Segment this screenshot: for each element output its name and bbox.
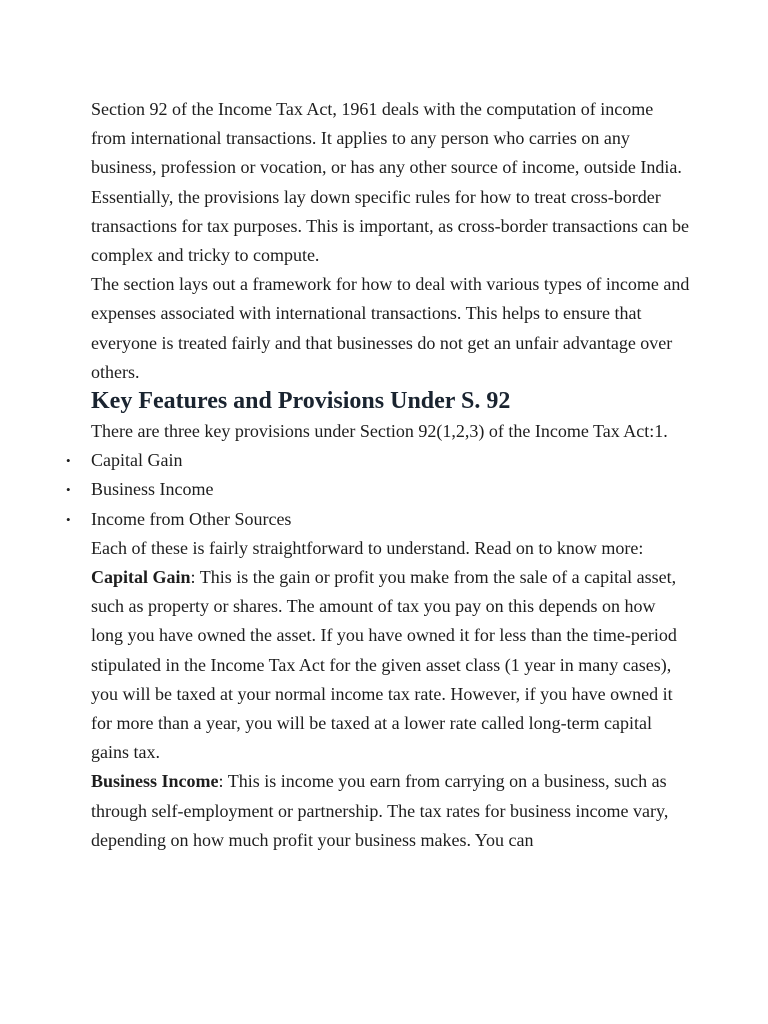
intro-paragraph-1: Section 92 of the Income Tax Act, 1961 deals with the computation of income from international transactions. It applies to any person who carries on any business, profession or vocation, or has any other source of income, outside India. Essentially, the provisions lay down specific rules for how to treat cross-border transactions for tax purposes. This is important, as cross-border transactions can be complex and tricky to compute. bbox=[91, 99, 690, 266]
list-item-label: Capital Gain bbox=[91, 450, 183, 471]
capital-gain-term: Capital Gain bbox=[91, 567, 191, 588]
provisions-lead: There are three key provisions under Section 92(1,2,3) of the Income Tax Act:1. bbox=[91, 421, 668, 442]
business-income-term: Business Income bbox=[91, 771, 219, 792]
document-page bbox=[66, 95, 691, 855]
list-item bbox=[66, 475, 691, 504]
bullet-icon: • bbox=[66, 482, 71, 498]
provisions-list bbox=[66, 446, 691, 534]
list-item-label: Business Income bbox=[91, 479, 214, 500]
list-item bbox=[66, 446, 691, 475]
bullet-icon: • bbox=[66, 453, 71, 469]
list-item-label: Income from Other Sources bbox=[91, 508, 292, 529]
capital-gain-paragraph bbox=[91, 563, 691, 767]
bullet-icon: • bbox=[66, 511, 71, 527]
follow-up-paragraph: Each of these is fairly straightforward to understand. Read on to know more: bbox=[91, 537, 644, 558]
intro-paragraph-2: The section lays out a framework for how to deal with various types of income and expenses associated with international transactions. This helps to ensure that everyone is treated fairly and that businesses do not get an unfair advantage over others. bbox=[91, 274, 690, 382]
business-income-text: : This is income you earn from carrying on a business, such as through self-employment or partnership. The tax rates for business income vary, depending on how much profit your business makes. You can bbox=[91, 771, 669, 850]
business-income-paragraph bbox=[91, 767, 691, 855]
section-heading: Key Features and Provisions Under S. 92 bbox=[91, 388, 511, 415]
capital-gain-text: : This is the gain or profit you make from the sale of a capital asset, such as property or shares. The amount of tax you pay on this depends on how long you have owned the asset. If you have owned it for less than the time-period stipulated in the Income Tax Act for the given asset class (1 year in many cases), you will be taxed at your normal income tax rate. However, if you have owned it for more than a year, you will be taxed at a lower rate called long-term capital gains tax. bbox=[91, 567, 677, 763]
list-item bbox=[66, 505, 691, 534]
